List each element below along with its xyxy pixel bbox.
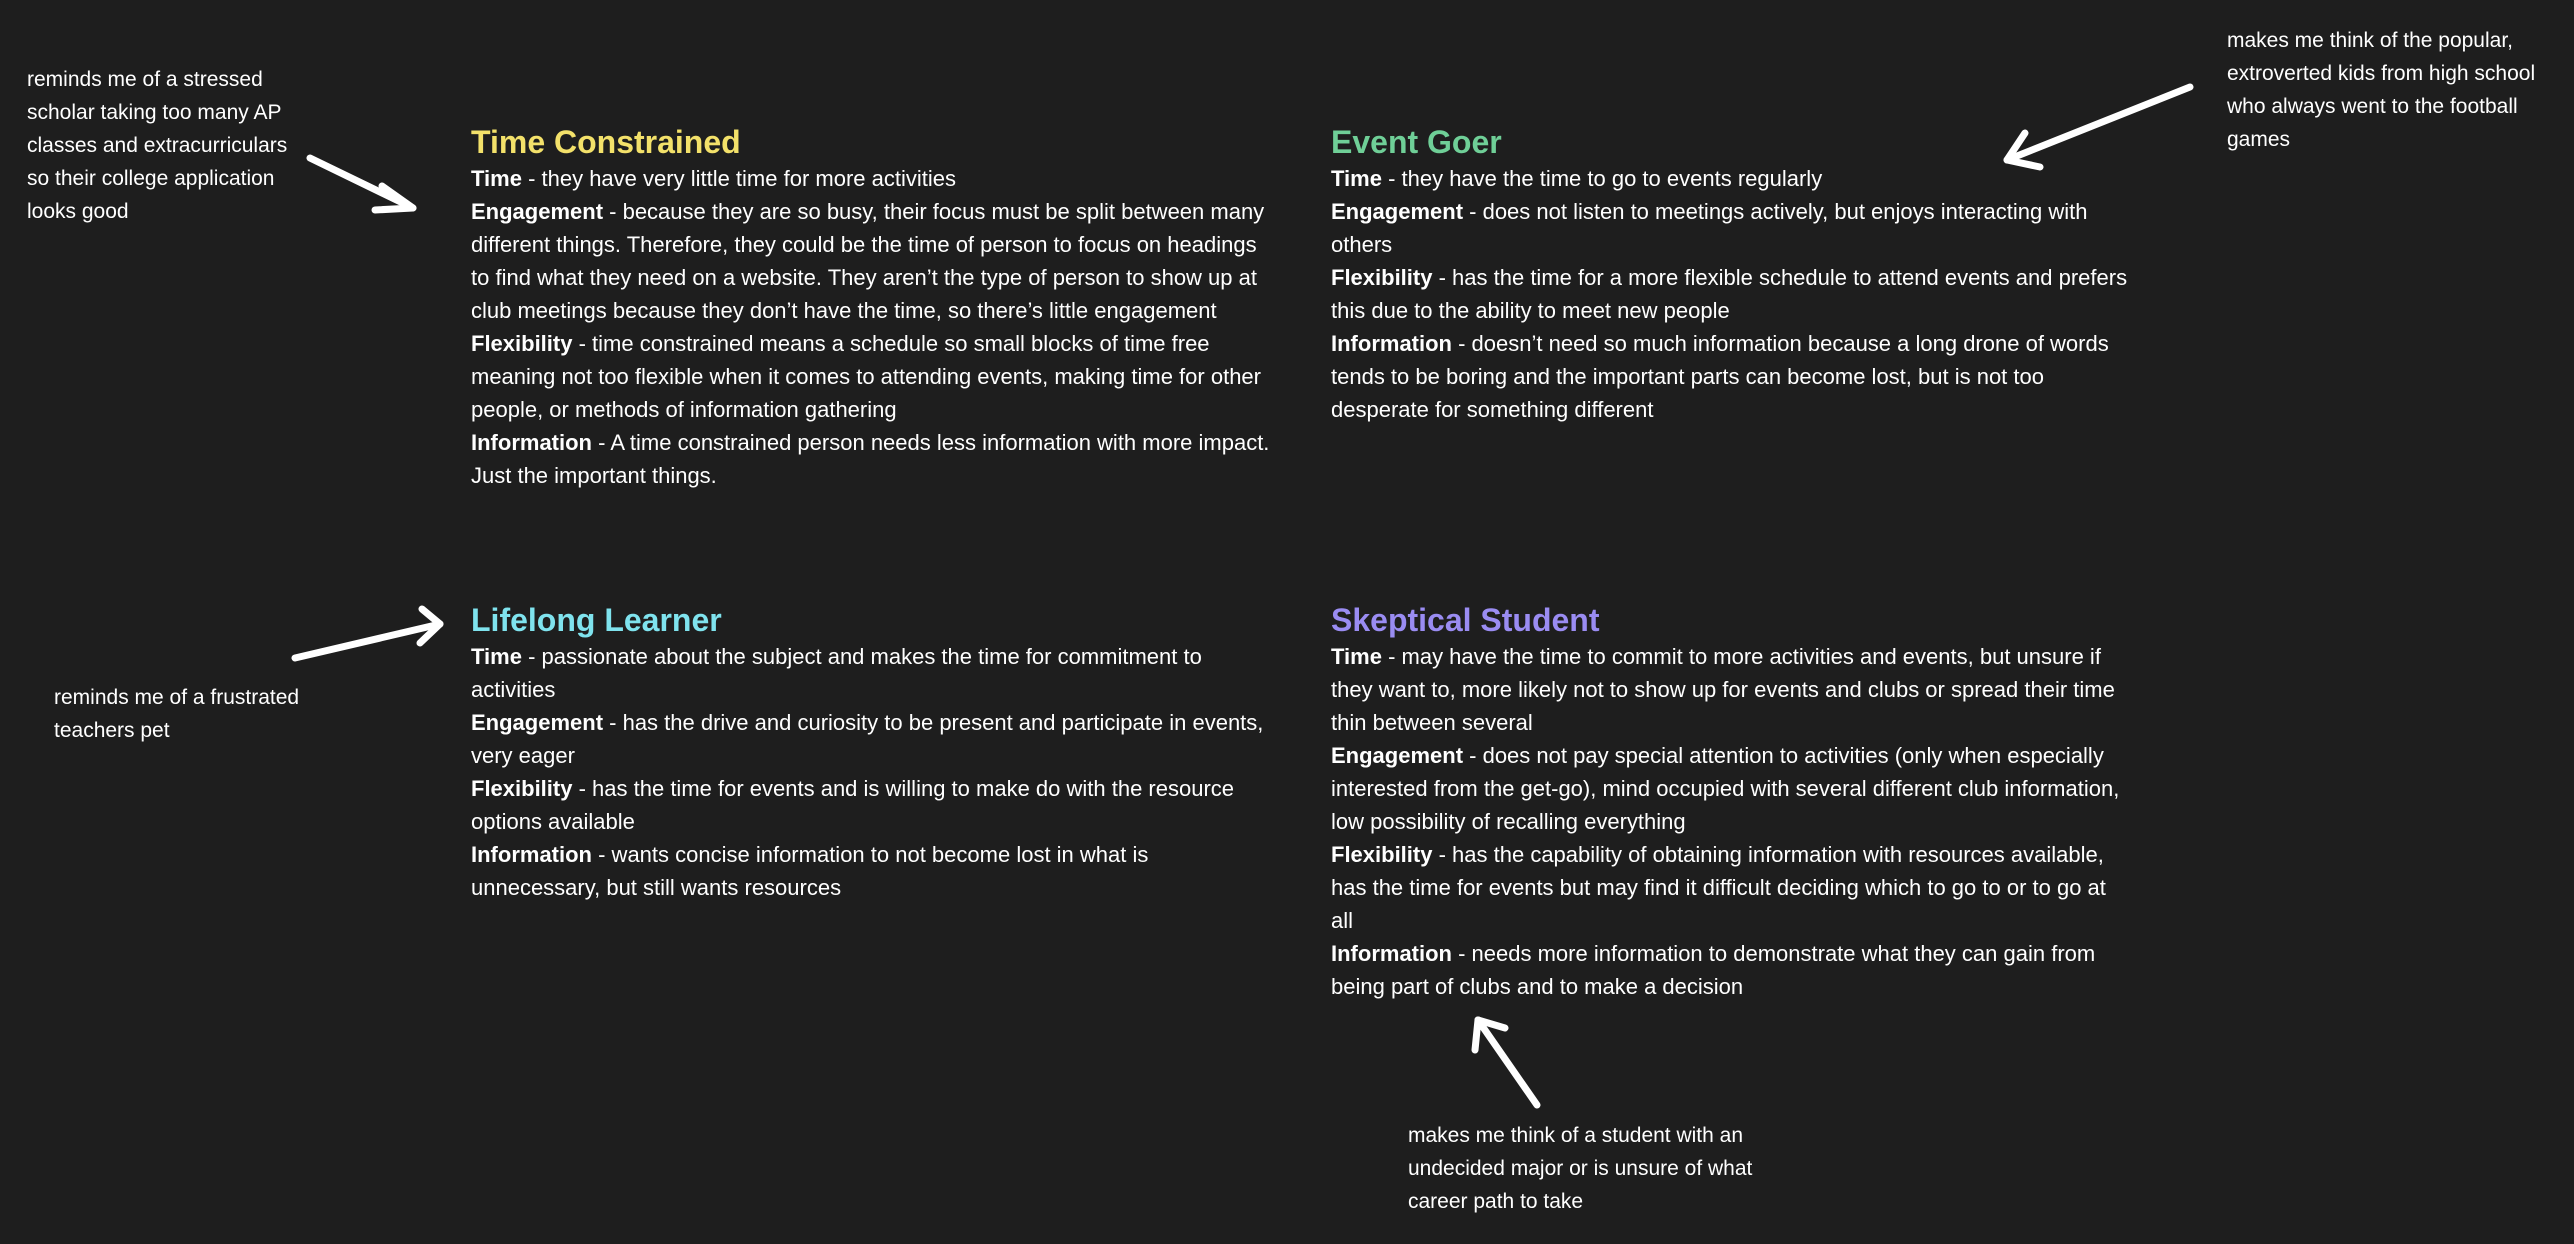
row-text: - because they are so busy, their focus must be split between many different things. Therefore, they could be the time of person to focus on headings to find what they need on a website. They aren’t the type of person to show up at club meetings because they don’t have the time, so there’s little engagement bbox=[471, 199, 1265, 323]
note-line: so their college application bbox=[27, 167, 275, 190]
persona-title: Time Constrained bbox=[471, 124, 741, 160]
row-label: Flexibility bbox=[1331, 842, 1433, 867]
note-line: reminds me of a frustrated bbox=[54, 686, 300, 709]
row-text: - time constrained means a schedule so small blocks of time free meaning not too flexible when it comes to attending events, making time for other people, or methods of information gathering bbox=[471, 331, 1261, 422]
row-text: - may have the time to commit to more activities and events, but unsure if they want to, more likely not to show up for events and clubs or spread their time thin between several bbox=[1331, 644, 2115, 735]
row-text: - they have the time to go to events regularly bbox=[1381, 166, 1823, 191]
row-label: Information bbox=[471, 842, 592, 867]
row-text: - A time constrained person needs less information with more impact. Just the important things. bbox=[471, 430, 1270, 488]
note-line: reminds me of a stressed bbox=[27, 68, 263, 91]
note-line: makes me think of a student with an bbox=[1408, 1124, 1744, 1147]
row-text: - does not pay special attention to activities (only when especially interested from the get-go), mind occupied with several different club information, low possibility of recalling everything bbox=[1331, 743, 2120, 834]
persona-title: Lifelong Learner bbox=[471, 602, 722, 638]
note-line: career path to take bbox=[1408, 1190, 1584, 1213]
note-line: teachers pet bbox=[54, 719, 170, 742]
row-label: Flexibility bbox=[471, 331, 573, 356]
row-label: Engagement bbox=[471, 710, 604, 735]
row-text: - doesn’t need so much information because a long drone of words tends to be boring and the important parts can become lost, but is not too desperate for something different bbox=[1331, 331, 2109, 422]
row-label: Time bbox=[471, 166, 522, 191]
arrow-lifelong-learner-icon bbox=[295, 609, 440, 658]
note-line: games bbox=[2227, 128, 2291, 151]
row-label: Information bbox=[471, 430, 592, 455]
row-text: - passionate about the subject and makes the time for commitment to activities bbox=[471, 644, 1202, 702]
row-label: Time bbox=[471, 644, 522, 669]
persona-title: Event Goer bbox=[1331, 124, 1502, 160]
note-line: classes and extracurriculars bbox=[27, 134, 288, 157]
row-text: - wants concise information to not become lost in what is unnecessary, but still wants resources bbox=[471, 842, 1149, 900]
persona-title: Skeptical Student bbox=[1331, 602, 1600, 638]
row-label: Engagement bbox=[1331, 199, 1464, 224]
note-line: makes me think of the popular, bbox=[2227, 29, 2513, 52]
row-text: - they have very little time for more activities bbox=[521, 166, 956, 191]
row-label: Flexibility bbox=[471, 776, 573, 801]
row-text: - needs more information to demonstrate what they can gain from being part of clubs and to make a decision bbox=[1331, 941, 2096, 999]
arrow-skeptical-student-icon bbox=[1475, 1020, 1537, 1105]
row-label: Engagement bbox=[471, 199, 604, 224]
arrow-time-constrained-icon bbox=[310, 158, 413, 210]
note-line: extroverted kids from high school bbox=[2227, 62, 2536, 85]
note-line: looks good bbox=[27, 200, 129, 223]
row-label: Information bbox=[1331, 941, 1452, 966]
row-text: - has the capability of obtaining information with resources available, has the time for events but may find it difficult deciding which to go to or to go at all bbox=[1331, 842, 2106, 933]
row-label: Flexibility bbox=[1331, 265, 1433, 290]
row-text: - does not listen to meetings actively, but enjoys interacting with others bbox=[1331, 199, 2088, 257]
note-line: undecided major or is unsure of what bbox=[1408, 1157, 1753, 1180]
note-line: scholar taking too many AP bbox=[27, 101, 282, 124]
row-label: Time bbox=[1331, 166, 1382, 191]
row-label: Information bbox=[1331, 331, 1452, 356]
row-text: - has the time for a more flexible schedule to attend events and prefers this due to the ability to meet new people bbox=[1331, 265, 2128, 323]
row-label: Time bbox=[1331, 644, 1382, 669]
note-line: who always went to the football bbox=[2227, 95, 2518, 118]
row-text: - has the drive and curiosity to be present and participate in events, very eager bbox=[471, 710, 1264, 768]
row-text: - has the time for events and is willing to make do with the resource options available bbox=[471, 776, 1235, 834]
arrow-event-goer-icon bbox=[2007, 87, 2190, 167]
row-label: Engagement bbox=[1331, 743, 1464, 768]
